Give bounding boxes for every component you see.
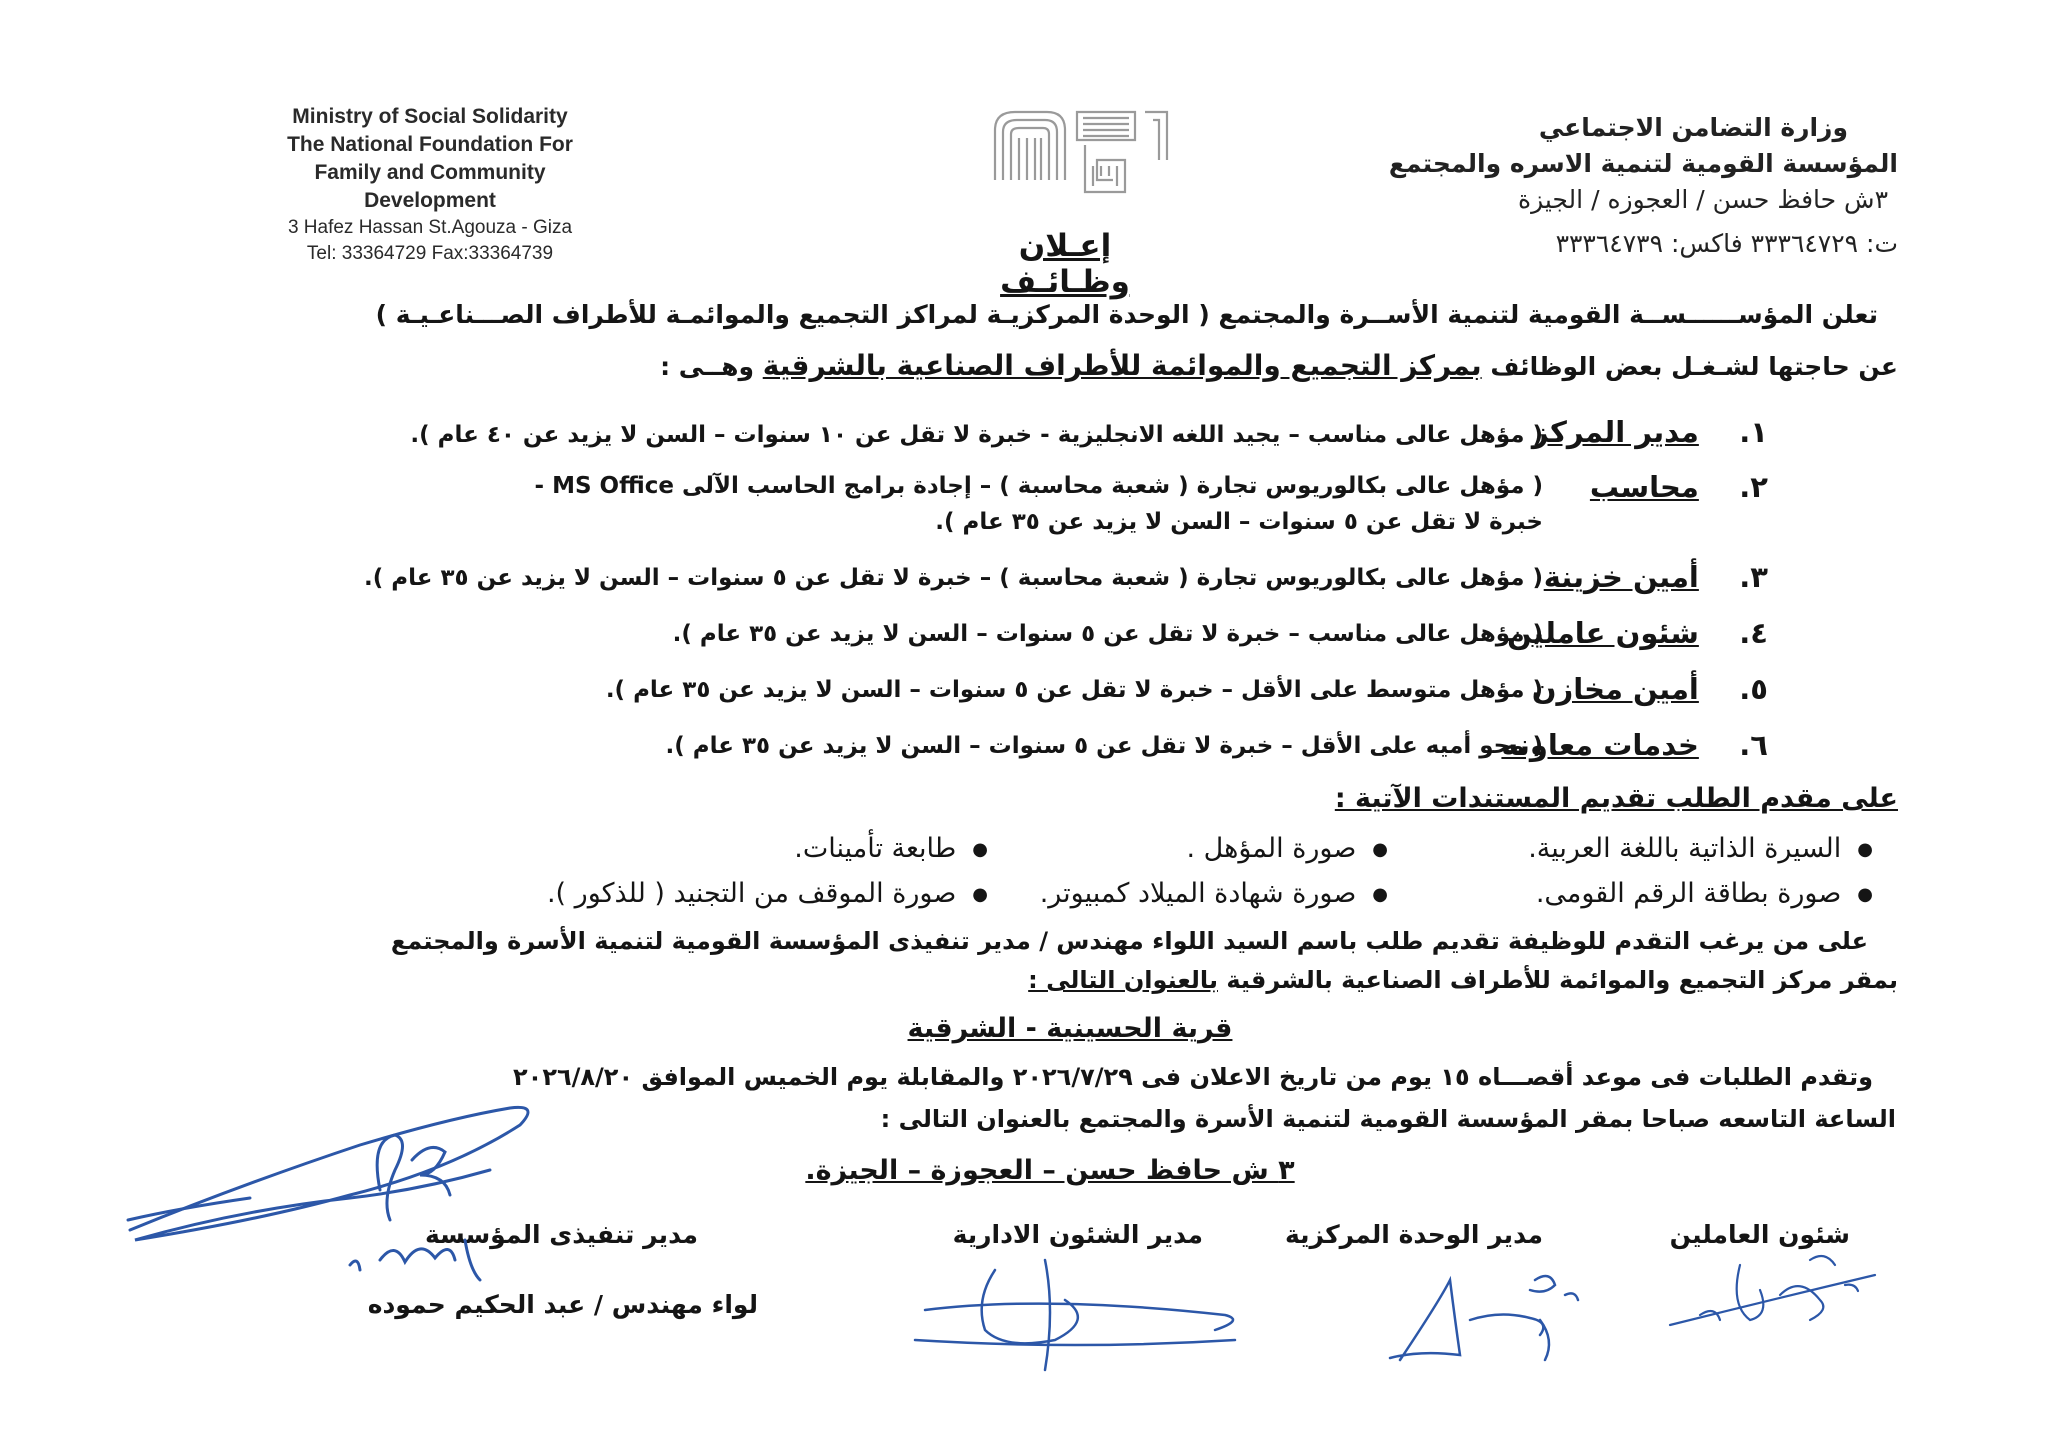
bullet-icon: ● xyxy=(1372,884,1388,905)
address-ar: ٣ش حافظ حسن / العجوزه / الجيزة xyxy=(1517,185,1888,214)
job-name: شئون عاملين xyxy=(1507,616,1699,650)
signature-central-unit xyxy=(1380,1260,1610,1380)
deadline-line-1: وتقدم الطلبات فى موعد أقصـــاه ١٥ يوم من تاريخ الاعلان فى ٢٠٢٦/٧/٢٩ والمقابلة يوم الخميس الموافق ٢٠٢٦/٨/٢٠ xyxy=(513,1063,1873,1091)
foundation-name-en: The National Foundation For xyxy=(287,133,573,156)
job-desc-2: ( مؤهل عالى بكالوريوس تجارة ( شعبة محاسبة ) – إجادة برامج الحاسب الآلى MS Office - خبرة لا تقل عن ٥ سنوات – السن لا يزيد عن ٣٥ عام ). xyxy=(534,473,1543,535)
phone-en: Tel: 33364729 Fax:33364739 xyxy=(306,243,554,264)
job-number: ٣. xyxy=(1739,560,1768,594)
bullet-icon: ● xyxy=(1857,839,1873,860)
job-name: خدمات معاونه xyxy=(1501,728,1699,762)
ministry-name-ar: وزارة التضامن الاجتماعي xyxy=(1538,113,1848,142)
location-heading: قرية الحسينية - الشرقية xyxy=(907,1013,1233,1044)
signature-title-central-unit: مدير الوحدة المركزية xyxy=(1284,1220,1543,1249)
phone-ar: ت: ٣٣٣٦٤٧٢٩ فاكس: ٣٣٣٦٤٧٣٩ xyxy=(1555,229,1898,258)
signature-title-admin: مدير الشئون الادارية xyxy=(952,1220,1203,1249)
job-name: أمين خزينة xyxy=(1543,560,1699,594)
signature-admin xyxy=(895,1240,1255,1390)
address-heading: ٣ ش حافظ حسن – العجوزة – الجيزة. xyxy=(805,1155,1295,1186)
executive-name: لواء مهندس / عبد الحكيم حموده xyxy=(367,1290,758,1319)
job-desc-1: ( مؤهل عالى مناسب – يجيد اللغه الانجليزية - خبرة لا تقل عن ١٠ سنوات – السن لا يزيد عن ٤٠ عام ). xyxy=(410,422,1543,448)
english-header xyxy=(250,103,610,267)
job-number: ٢. xyxy=(1739,470,1768,504)
signature-executive xyxy=(120,1080,640,1280)
document-item: ●صورة بطاقة الرقم القومى. xyxy=(1535,878,1873,909)
bullet-icon: ● xyxy=(972,884,988,905)
bullet-icon: ● xyxy=(1372,839,1388,860)
document-item: ●السيرة الذاتية باللغة العربية. xyxy=(1528,833,1873,864)
job-name: محاسب xyxy=(1589,470,1699,504)
intro-line-2-emphasis: بمركز التجميع والموائمة للأطراف الصناعية بالشرقية xyxy=(762,349,1482,382)
foundation-name-en-3: Development xyxy=(364,189,496,212)
intro-line-2 xyxy=(660,349,1898,384)
ministry-name-en: Ministry of Social Solidarity xyxy=(292,105,568,128)
address-en: 3 Hafez Hassan St.Agouza - Giza xyxy=(287,217,573,238)
arabic-header xyxy=(1338,110,1898,262)
intro-line-1: تعلن المؤســــــســة القومية لتنمية الأســرة والمجتمع ( الوحدة المركزيـة لمراكز التجميع والموائمـة للأطراف الصـــناعـيـة ) xyxy=(375,300,1878,329)
job-desc-6: ( محو أميه على الأقل – خبرة لا تقل عن ٥ سنوات – السن لا يزيد عن ٣٥ عام ). xyxy=(665,733,1543,759)
document-item: ●صورة المؤهل . xyxy=(1186,833,1388,864)
foundation-name-ar: المؤسسة القومية لتنمية الاسره والمجتمع xyxy=(1388,149,1898,178)
document-item: ●صورة شهادة الميلاد كمبيوتر. xyxy=(1039,878,1388,909)
apply-line-2 xyxy=(1028,963,1898,997)
job-desc-5: ( مؤهل متوسط على الأقل – خبرة لا تقل عن ٥ سنوات – السن لا يزيد عن ٣٥ عام ). xyxy=(605,677,1543,703)
job-number: ٥. xyxy=(1739,672,1768,706)
intro-line-2-end: وهــى : xyxy=(660,352,763,381)
job-desc-3: ( مؤهل عالى بكالوريوس تجارة ( شعبة محاسبة ) – خبرة لا تقل عن ٥ سنوات – السن لا يزيد عن ٣٥ عام ). xyxy=(364,565,1543,591)
foundation-logo xyxy=(985,100,1185,200)
signature-hr xyxy=(1660,1245,1890,1355)
bullet-icon: ● xyxy=(1857,884,1873,905)
logo-icon xyxy=(985,100,1185,200)
job-number: ٤. xyxy=(1739,616,1768,650)
intro-line-2-start: عن حاجتها لشـغـل بعض الوظائف xyxy=(1481,352,1898,381)
document-item: ●صورة الموقف من التجنيد ( للذكور ). xyxy=(546,878,988,909)
job-name: مدير المركز xyxy=(1531,415,1699,449)
job-name: أمين مخازن xyxy=(1531,672,1699,706)
document-item: ●طابعة تأمينات. xyxy=(794,833,988,864)
apply-line-1: على من يرغب التقدم للوظيفة تقديم طلب باسم السيد اللواء مهندس / مدير تنفيذى المؤسسة القومية لتنمية الأسرة والمجتمع xyxy=(390,927,1868,955)
signature-title-executive: مدير تنفيذى المؤسسة xyxy=(425,1220,698,1249)
job-number: ٦. xyxy=(1739,728,1768,762)
deadline-line-2: الساعة التاسعه صباحا بمقر المؤسسة القومية لتنمية الأسرة والمجتمع بالعنوان التالى : xyxy=(880,1105,1896,1133)
bullet-icon: ● xyxy=(972,839,988,860)
page-title: إعـلان وظـائـف xyxy=(1000,228,1130,300)
signature-title-hr: شئون العاملين xyxy=(1669,1220,1850,1249)
apply-line-2-emphasis: بالعنوان التالى : xyxy=(1028,966,1218,994)
apply-line-2-start: بمقر مركز التجميع والموائمة للأطراف الصناعية بالشرقية xyxy=(1217,966,1898,994)
job-number: ١. xyxy=(1739,415,1768,449)
job-desc-4: ( مؤهل عالى مناسب – خبرة لا تقل عن ٥ سنوات – السن لا يزيد عن ٣٥ عام ). xyxy=(672,621,1543,647)
documents-heading: على مقدم الطلب تقديم المستندات الآتية : xyxy=(1334,783,1898,814)
foundation-name-en-2: Family and Community xyxy=(314,161,546,184)
